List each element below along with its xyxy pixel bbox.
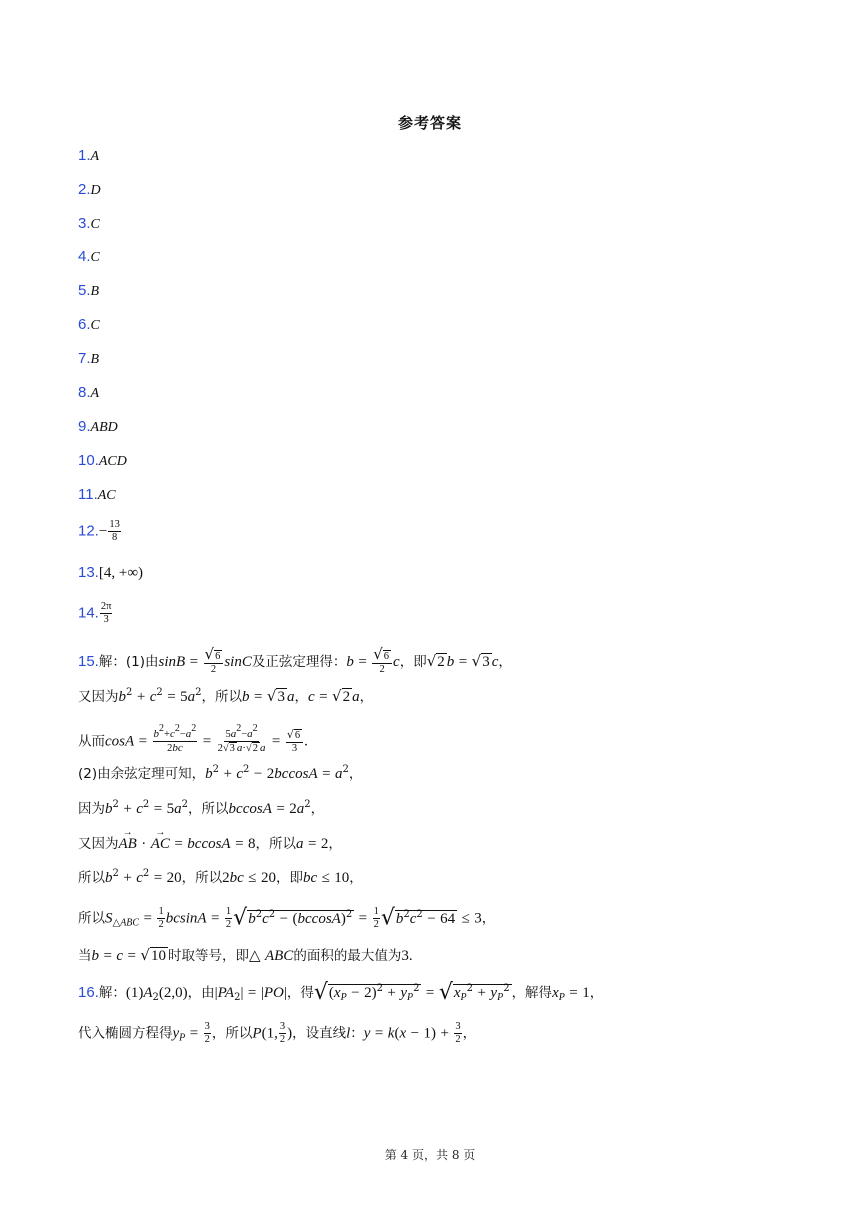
solution-label: 解： [98,985,126,1001]
text: ，所以 [201,689,243,705]
question-number: 4. [78,248,91,265]
answer-item [78,349,99,370]
text: ，即 [399,654,427,670]
text: ，由 [187,985,215,1001]
answer-value: B [90,352,100,367]
answer-value: B [90,284,100,299]
answer-item [78,417,118,438]
answer-value: [4, +∞) [98,565,144,581]
q15-line-9: 当b = c = √10 时取等号，即△ ABC的面积的最大值为3. [78,946,413,964]
q15-line-3: 从而cosA = $\frac{b^2+c^2-a^2}{2bc}$ = $\frac{5a^2-a^2}{2√3 a\cdot√2 a}$ = $\frac{√6}{3}$ . [78,723,308,754]
answer-value: A [90,149,100,164]
text: ，所以 [181,870,223,886]
answer-item [78,485,116,506]
text: (2)由余弦定理可知， [78,766,206,782]
answer-14 [78,601,113,626]
answer-item [78,146,99,167]
question-number: 1. [78,147,91,164]
text: ，即 [275,870,303,886]
answer-item [78,383,99,404]
text: ，所以 [255,836,296,852]
answer-value: C [90,217,100,232]
text: 所以 [78,910,105,927]
page-title: 参考答案 [397,114,462,132]
question-number: 15. [78,653,99,670]
answer-value: D [90,183,101,198]
page-footer: 第 4 页，共 8 页 [384,1148,476,1162]
solution-label: 解： [98,654,126,670]
denominator: 3 [103,614,109,625]
question-number: 7. [78,350,91,367]
text: 当 [78,948,92,964]
text: 及正弦定理得： [251,654,347,670]
text: ，解得 [511,985,553,1001]
question-number: 13. [78,564,99,581]
answer-value: C [90,250,100,265]
q15-line-4: (2)由余弦定理可知，$b^2 + c^2 - 2bccosA = a^2$， [78,764,363,782]
answer-value: AC [97,488,116,503]
answer-item [78,247,100,268]
q15-line-8: 所以$S_{\triangle ABC}$ = $\frac{1}{2}$ bcsinA = $\frac{1}{2}$ $√b^2c^2 - (bccosA)^2$ = $\frac{1}{2}$ $√b^2c^2 - 64 \le 3$， [78,905,496,931]
fraction [108,519,121,544]
question-number: 3. [78,215,91,232]
answer-item [78,451,127,472]
minus-sign: − [98,523,108,540]
q15-line-7: 所以$b^2 + c^2 = 20$，所以2bc ≤ 20，即bc ≤ 10， [78,868,363,886]
question-number: 9. [78,418,91,435]
q16-line-1: 16.解：$(1)A_2(2,0)$，由$|PA_2| = |PO|$，得$√(x_P - 2)^2 + y_P^2 = √x_P^2 + y_P^2$ ，解得$x_P = 1$， [78,980,604,1005]
numerator: 13 [109,519,120,530]
question-number: 11. [78,486,98,503]
answer-value: A [90,386,100,401]
answer-item [78,180,101,201]
text: ，设直线 [292,1025,347,1042]
question-number: 10. [78,452,99,469]
q16-line-2: 代入椭圆方程得$y_P$ = $\frac{3}{2}$ ，所以P(1, $\frac{3}{2}$ )，设直线l：y = k(x − 1) + $\frac{3}{2}$ ， [78,1021,477,1045]
q15-line-2: 又因为$b^2 + c^2 = 5a^2$，所以b = √3 a，c = √2 a， [78,687,374,705]
text: 从而 [78,733,105,750]
text: (1)由 [125,654,159,670]
numerator: 2π [100,601,112,612]
text: 时取等号，即 [167,948,249,964]
q15-line-6: 又因为→ AB · → AC = bccosA = 8，所以a = 2， [78,834,342,854]
text: ， [359,689,374,705]
text: 代入椭圆方程得 [78,1025,173,1042]
text: (1) [125,985,144,1001]
text: 的面积的最大值为 [293,948,402,964]
question-number: 14. [78,604,99,622]
answer-item [78,281,99,302]
answer-value: ACD [98,454,127,469]
answer-13 [78,563,143,583]
text: 所以 [78,870,105,886]
answer-value: C [90,318,100,333]
text: ，得 [286,985,314,1001]
text: 又因为 [78,836,119,852]
denominator: 8 [111,532,118,543]
text: ，所以 [211,1025,253,1042]
q15-line-1: 15.解：(1)由sinB = $\frac{√6}{2}$ sinC及正弦定理得：b = $\frac{√6}{2}$ c，即√2 b = √3 c， [78,645,512,675]
answer-item [78,315,100,336]
q15-line-5: 因为$b^2 + c^2 = 5a^2$，所以$bccosA = 2a^2$， [78,799,325,817]
text: 又因为 [78,689,119,705]
fraction [100,601,113,626]
answer-12 [78,519,122,544]
question-number: 5. [78,282,91,299]
text: ，所以 [188,801,229,817]
answer-value: ABD [90,420,118,435]
text: 因为 [78,801,105,817]
question-number: 12. [78,522,99,540]
question-number: 2. [78,181,91,198]
question-number: 8. [78,384,91,401]
question-number: 6. [78,316,91,333]
question-number: 16. [78,984,99,1001]
answer-item [78,214,100,235]
